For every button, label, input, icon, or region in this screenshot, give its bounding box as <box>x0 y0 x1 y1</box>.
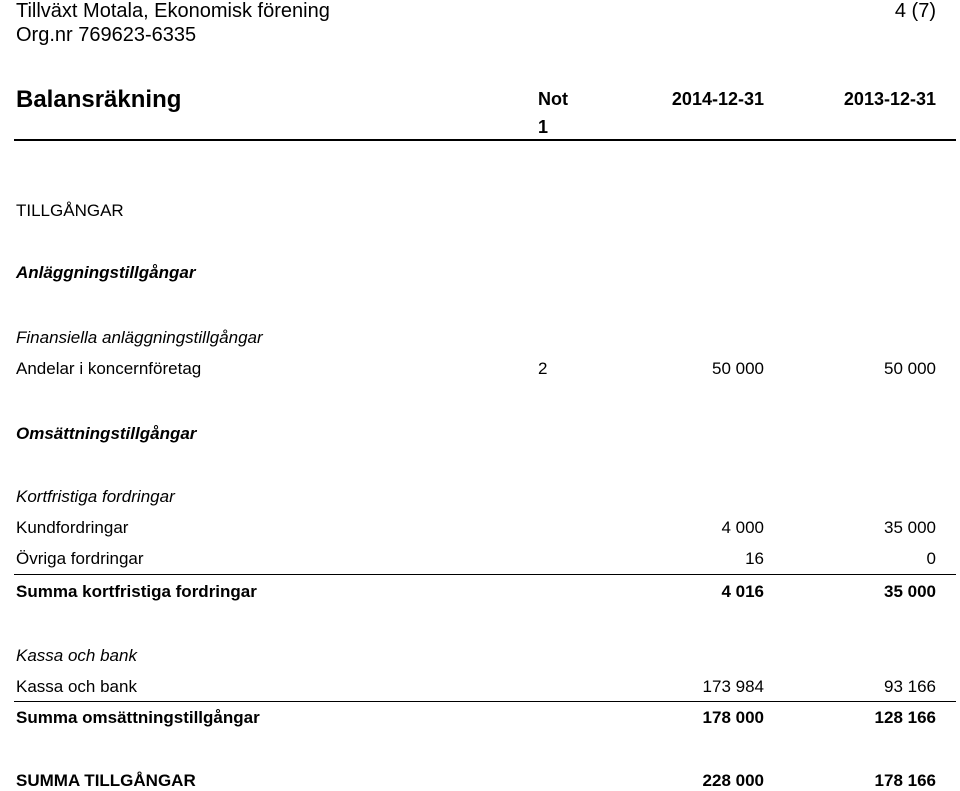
value-2013: 50 000 <box>884 359 936 378</box>
organization-name: Tillväxt Motala, Ekonomisk förening <box>16 0 330 22</box>
subtotal-divider <box>14 701 956 702</box>
value-2014: 173 984 <box>702 677 764 696</box>
row-label: Andelar i koncernföretag <box>16 359 202 378</box>
page-number: 4 (7) <box>894 0 936 22</box>
value-2013: 128 166 <box>874 708 936 727</box>
value-2014: 228 000 <box>702 771 764 790</box>
row-label: Kundfordringar <box>16 518 129 537</box>
header-divider <box>14 139 956 141</box>
year-2014-column-header: 2014-12-31 <box>671 89 764 109</box>
section-assets: TILLGÅNGAR <box>16 201 124 220</box>
year-2013-column-header: 2013-12-31 <box>843 89 936 109</box>
value-2013: 178 166 <box>874 771 936 790</box>
value-2014: 4 000 <box>721 518 764 537</box>
value-2013: 0 <box>926 549 936 568</box>
section-financial-fixed-assets: Finansiella anläggningstillgångar <box>16 328 263 347</box>
section-current-assets: Omsättningstillgångar <box>16 424 197 443</box>
row-label: Summa omsättningstillgångar <box>16 708 260 727</box>
value-2013: 35 000 <box>884 518 936 537</box>
note-column-header: Not <box>538 89 568 109</box>
row-label: SUMMA TILLGÅNGAR <box>16 771 196 790</box>
section-cash-and-bank: Kassa och bank <box>16 646 137 665</box>
section-fixed-assets: Anläggningstillgångar <box>16 263 196 282</box>
row-label: Kassa och bank <box>16 677 137 696</box>
section-short-term-receivables: Kortfristiga fordringar <box>16 487 175 506</box>
subtotal-divider <box>14 574 956 575</box>
row-label: Övriga fordringar <box>16 549 144 568</box>
organization-number: Org.nr 769623-6335 <box>16 24 197 46</box>
value-2014: 50 000 <box>712 359 764 378</box>
value-2014: 4 016 <box>721 582 764 601</box>
value-2014: 178 000 <box>702 708 764 727</box>
note-column-subheader: 1 <box>538 117 549 137</box>
row-note: 2 <box>538 359 548 378</box>
value-2014: 16 <box>745 549 764 568</box>
row-label: Summa kortfristiga fordringar <box>16 582 257 601</box>
value-2013: 35 000 <box>884 582 936 601</box>
value-2013: 93 166 <box>884 677 936 696</box>
page-title: Balansräkning <box>16 86 182 113</box>
